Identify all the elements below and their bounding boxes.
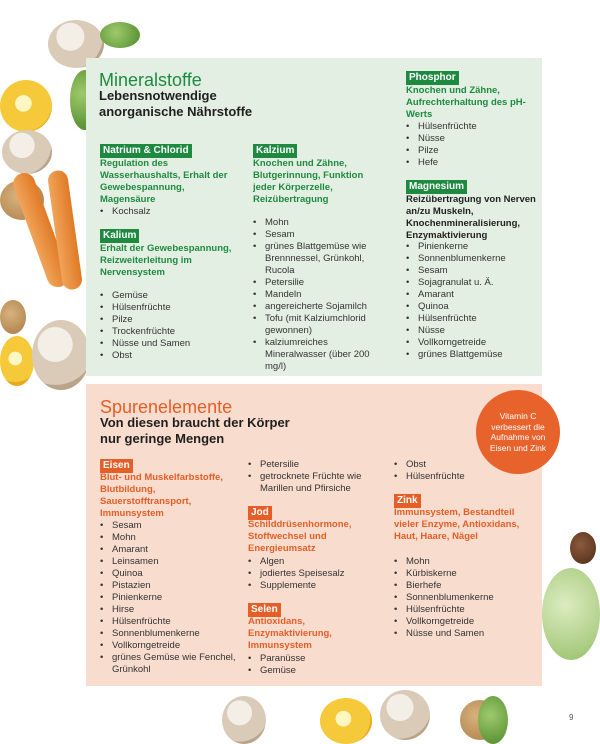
natrium-label: Natrium & Chlorid <box>100 144 192 158</box>
mushroom-image <box>222 696 266 744</box>
list-item: • Leinsamen <box>100 556 238 568</box>
list-item: • Pinienkerne <box>406 241 538 253</box>
cauliflower-image <box>542 568 600 660</box>
list-item: • Obst <box>100 350 240 362</box>
vitamin-c-badge <box>476 390 560 474</box>
kalzium-description: Knochen und Zähne, Blutgerinnung, Funktion jeder Körperzelle, Reizübertragung <box>253 158 364 205</box>
list-item: • Sonnenblumenkerne <box>100 628 238 640</box>
list-item: • Nüsse und Samen <box>394 628 534 640</box>
kalzium-label: Kalzium <box>253 144 297 158</box>
kalium-description: Erhalt der Gewebespannung, Reizweiterleitung im Nervensystem <box>100 243 232 278</box>
list-item: • Vollkorngetreide <box>100 640 238 652</box>
jod-list <box>248 556 386 592</box>
list-item: • Quinoa <box>100 568 238 580</box>
list-item: • Quinoa <box>406 301 538 313</box>
list-item: • Gemüse <box>248 665 386 677</box>
list-item: • Hülsenfrüchte <box>394 471 534 483</box>
list-item: • Hirse <box>100 604 238 616</box>
list-item: • Tofu (mit Kalziumchlorid gewonnen) <box>253 313 388 337</box>
zink-label: Zink <box>394 494 421 508</box>
list-item: • Amarant <box>406 289 538 301</box>
list-item: • Petersilie <box>253 277 388 289</box>
phosphor-list <box>406 121 538 169</box>
list-item: • Hülsenfrüchte <box>394 604 534 616</box>
list-item: • Pistazien <box>100 580 238 592</box>
phosphor-label: Phosphor <box>406 71 459 85</box>
eisen-list-continued <box>248 459 388 495</box>
selen-label: Selen <box>248 603 281 617</box>
eisen-list <box>100 520 238 676</box>
list-item: • Hefe <box>406 157 538 169</box>
list-item: • Sesam <box>100 520 238 532</box>
kalzium-list <box>253 217 388 373</box>
chestnut-image <box>570 532 596 564</box>
list-item: • Vollkorngetreide <box>406 337 538 349</box>
selen-description: Antioxidans, Enzymaktivierung, Immunsystem <box>248 616 332 651</box>
selen-list <box>248 653 386 677</box>
list-item: • Gemüse <box>100 290 240 302</box>
vitamin-c-note: Vitamin C verbessert die Aufnahme von Eisen und Zink <box>489 411 547 453</box>
list-item: • Algen <box>248 556 386 568</box>
kalium-label: Kalium <box>100 229 139 243</box>
list-item: • getrocknete Früchte wie Marillen und Pfirsiche <box>248 471 388 495</box>
list-item: • Hülsenfrüchte <box>100 616 238 628</box>
list-item: • Nüsse <box>406 133 538 145</box>
mineralstoffe-subtitle: Lebensnotwendige anorganische Nährstoffe <box>99 88 253 119</box>
list-item: • Hülsenfrüchte <box>406 121 538 133</box>
jod-description: Schilddrüsenhormone, Stoffwechsel und Energieumsatz <box>248 519 352 554</box>
mushroom-image <box>2 130 52 174</box>
list-item: • Pilze <box>406 145 538 157</box>
list-item: • Nüsse <box>406 325 538 337</box>
list-item: • Sonnenblumenkerne <box>406 253 538 265</box>
list-item: • Petersilie <box>248 459 388 471</box>
spurenelemente-subtitle: Von diesen braucht der Körper nur geringe Mengen <box>100 415 290 446</box>
mineralstoffe-title: Mineralstoffe <box>99 70 202 90</box>
list-item: • grünes Blattgemüse <box>406 349 538 361</box>
lemon-image <box>0 336 34 386</box>
zink-list <box>394 556 534 640</box>
list-item: • Trockenfrüchte <box>100 326 240 338</box>
list-item: • Sesam <box>406 265 538 277</box>
mushroom-image <box>32 320 90 390</box>
magnesium-description: Reizübertragung von Nerven an/zu Muskeln, Knochenmineralisierung, Enzymaktivierung <box>406 194 536 241</box>
list-item: • Pilze <box>100 314 240 326</box>
potato-image <box>0 300 26 334</box>
list-item: • Mandeln <box>253 289 388 301</box>
list-item: • Obst <box>394 459 534 471</box>
list-item: • Bierhefe <box>394 580 534 592</box>
list-item: • grünes Blattgemüse wie Brennnessel, Grünkohl, Rucola <box>253 241 388 277</box>
magnesium-label: Magnesium <box>406 180 467 194</box>
list-item: • jodiertes Speisesalz <box>248 568 386 580</box>
list-item: • Mohn <box>394 556 534 568</box>
list-item: • Paranüsse <box>248 653 386 665</box>
list-item: • Supplemente <box>248 580 386 592</box>
kalium-list <box>100 290 240 362</box>
list-item: • Kürbiskerne <box>394 568 534 580</box>
list-item: • Mohn <box>100 532 238 544</box>
mushroom-image <box>380 690 430 740</box>
lemon-image <box>0 80 52 132</box>
natrium-list <box>100 206 240 218</box>
natrium-description: Regulation des Wasserhaushalts, Erhalt der Gewebespannung, Magensäure <box>100 158 228 205</box>
list-item: • angereicherte Sojamilch <box>253 301 388 313</box>
magnesium-list <box>406 241 538 361</box>
list-item: • Amarant <box>100 544 238 556</box>
herb-image <box>478 696 508 744</box>
herb-image <box>100 22 140 48</box>
list-item: • Sesam <box>253 229 388 241</box>
list-item: • Mohn <box>253 217 388 229</box>
zink-description: Immunsystem, Bestandteil vieler Enzyme, Antioxidans, Haut, Haare, Nägel <box>394 507 520 542</box>
list-item: • Sonnenblumenkerne <box>394 592 534 604</box>
phosphor-description: Knochen und Zähne, Aufrechterhaltung des pH-Werts <box>406 85 526 120</box>
list-item: • grünes Gemüse wie Fenchel, Grünkohl <box>100 652 238 676</box>
eisen-label: Eisen <box>100 459 133 473</box>
page-number: 9 <box>569 713 574 722</box>
list-item: • Hülsenfrüchte <box>100 302 240 314</box>
jod-label: Jod <box>248 506 272 520</box>
list-item: • Vollkorngetreide <box>394 616 534 628</box>
list-item: • Nüsse und Samen <box>100 338 240 350</box>
spurenelemente-title: Spurenelemente <box>100 397 233 417</box>
lemon-image <box>320 698 372 744</box>
list-item: • Pinienkerne <box>100 592 238 604</box>
list-item: • Hülsenfrüchte <box>406 313 538 325</box>
list-item: • Sojagranulat u. Ä. <box>406 277 538 289</box>
eisen-description: Blut- und Muskelfarbstoffe, Blutbildung, Sauerstofftransport, Immunsystem <box>100 472 223 519</box>
list-item: • kalziumreiches Mineralwasser (über 200 mg/l) <box>253 337 388 373</box>
list-item: • Kochsalz <box>100 206 240 218</box>
